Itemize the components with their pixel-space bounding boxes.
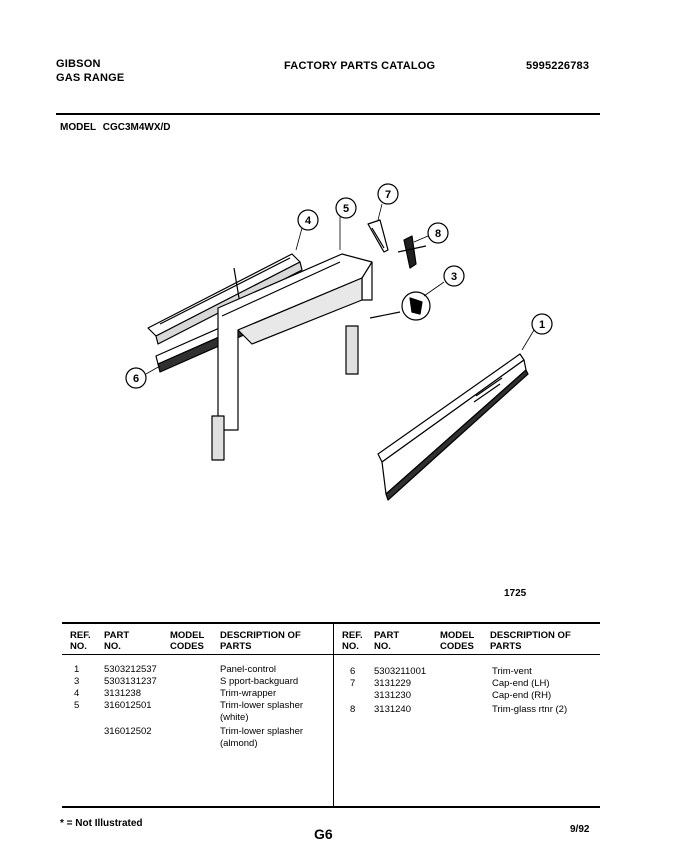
- part-3-shape: [370, 292, 430, 320]
- model-line: [60, 122, 171, 133]
- table-divider: [333, 622, 334, 806]
- model-label: MODEL: [60, 122, 96, 133]
- col-ref-no-right: REF. NO.: [342, 630, 363, 652]
- table-row-desc: Trim-wrapper: [220, 688, 277, 699]
- header-rule: [56, 113, 600, 115]
- table-row-desc: Cap-end (RH): [492, 690, 552, 701]
- table-row-part: 3131229: [374, 678, 411, 689]
- callout-7: 7: [384, 189, 392, 201]
- table-row-ref: 5: [74, 700, 80, 711]
- table-row-desc: Cap-end (LH): [492, 678, 550, 689]
- table-row-ref: 4: [74, 688, 80, 699]
- callout-4: 5: [342, 203, 350, 215]
- table-row-desc: Trim-vent: [492, 666, 532, 677]
- col-part-no-right: PART NO.: [374, 630, 400, 652]
- catalog-number: 5995226783: [526, 60, 590, 72]
- table-row-desc: Panel-control: [220, 664, 276, 675]
- part-8-shape: [398, 236, 426, 268]
- table-row-ref: 6: [350, 666, 356, 677]
- col-model-codes: MODEL CODES: [170, 630, 205, 652]
- table-row-part: 3131230: [374, 690, 411, 701]
- callout-6: 6: [132, 373, 140, 385]
- callout-5: 4: [304, 215, 312, 227]
- col-part-no: PART NO.: [104, 630, 130, 652]
- model-number: CGC3M4WX/D: [102, 122, 171, 133]
- table-top-rule: [62, 622, 600, 624]
- table-row-ref: 7: [350, 678, 356, 689]
- parts-diagram: [0, 170, 680, 520]
- brand-name: GIBSON: [56, 58, 101, 70]
- callout-8: 8: [434, 228, 442, 240]
- table-row-desc: Trim-glass rtnr (2): [492, 704, 568, 715]
- table-row-desc: S pport-backguard: [220, 676, 299, 687]
- table-row-desc: Trim-lower splasher (white): [220, 700, 304, 723]
- table-row-desc: Trim-lower splasher (almond): [220, 726, 304, 749]
- product-name: GAS RANGE: [56, 72, 125, 84]
- table-row-part: 5303131237: [104, 676, 157, 687]
- table-bottom-rule: [62, 806, 600, 808]
- revision-date: 9/92: [570, 824, 590, 835]
- col-description-right: DESCRIPTION OF PARTS: [490, 630, 571, 652]
- table-row-part: 5303211001: [374, 666, 427, 677]
- col-model-codes-right: MODEL CODES: [440, 630, 475, 652]
- table-row-ref: 1: [74, 664, 80, 675]
- table-row-part: 316012502: [104, 726, 152, 737]
- part-7-shape: [368, 220, 388, 252]
- table-row-part: 3131238: [104, 688, 141, 699]
- callout-3: 3: [450, 271, 458, 283]
- table-row-ref: 3: [74, 676, 80, 687]
- col-description: DESCRIPTION OF PARTS: [220, 630, 301, 652]
- table-row-ref: 8: [350, 704, 356, 715]
- table-header-rule: [62, 654, 600, 655]
- callout-1: 1: [538, 319, 546, 331]
- part-1-shape: [378, 354, 528, 500]
- col-ref-no: REF. NO.: [70, 630, 91, 652]
- page-number: G6: [314, 826, 333, 842]
- figure-number: 1725: [504, 588, 527, 599]
- catalog-title: FACTORY PARTS CATALOG: [284, 60, 436, 72]
- footnote: * = Not Illustrated: [60, 818, 143, 829]
- table-row-part: 3131240: [374, 704, 411, 715]
- table-row-part: 5303212537: [104, 664, 157, 675]
- table-row-part: 316012501: [104, 700, 152, 711]
